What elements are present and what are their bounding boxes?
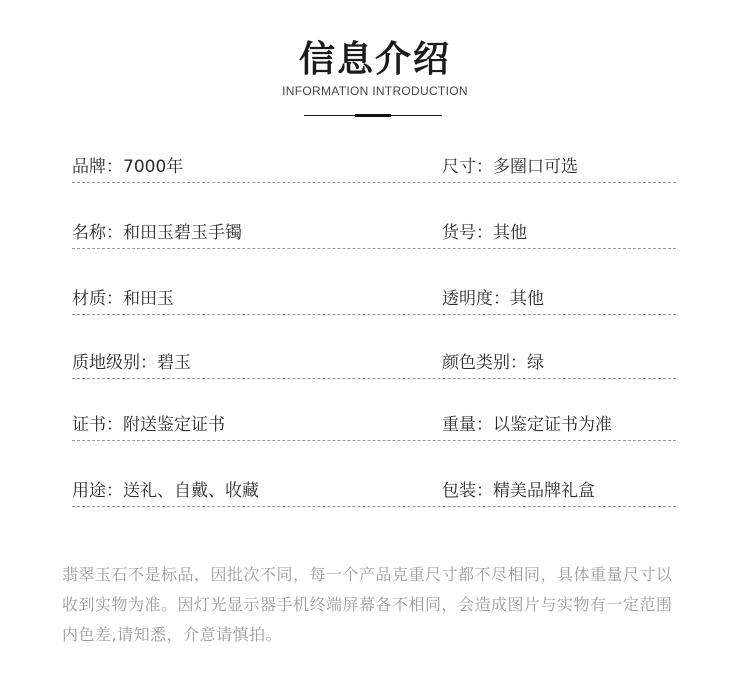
info-color-type: 颜色类别：绿 [442, 353, 544, 373]
row-divider [72, 440, 676, 441]
info-material: 材质：和田玉 [72, 289, 174, 309]
info-size: 尺寸：多圈口可选 [442, 157, 578, 177]
row-divider [72, 314, 676, 315]
info-row [72, 476, 676, 516]
info-texture-grade: 质地级别：碧玉 [72, 353, 191, 373]
info-row [72, 410, 676, 450]
disclaimer-note: 翡翠玉石不是标品，因批次不同，每一个产品克重尺寸都不尽相同，具体重量尺寸以收到实物为准。因灯光显示器手机终端屏幕各不相同，会造成图片与实物有一定范围内色差,请知悉，介意请慎拍。 [62, 565, 673, 644]
row-divider [72, 182, 676, 183]
info-row [72, 218, 676, 258]
info-item-number: 货号：其他 [442, 223, 527, 243]
info-brand: 品牌：7000年 [72, 157, 184, 177]
info-transparency: 透明度：其他 [442, 289, 544, 309]
page-subtitle: INFORMATION INTRODUCTION [282, 84, 468, 98]
info-packaging: 包装：精美品牌礼盒 [442, 481, 595, 501]
page-title: 信息介绍 [298, 38, 451, 80]
info-weight: 重量：以鉴定证书为准 [442, 415, 612, 435]
info-certificate: 证书：附送鉴定证书 [72, 415, 225, 435]
info-row [72, 348, 676, 388]
info-row [72, 152, 676, 192]
info-name: 名称：和田玉碧玉手镯 [72, 223, 242, 243]
row-divider [72, 378, 676, 379]
row-divider [72, 506, 676, 507]
info-row [72, 284, 676, 324]
info-usage: 用途：送礼、自戴、收藏 [72, 481, 259, 501]
row-divider [72, 248, 676, 249]
